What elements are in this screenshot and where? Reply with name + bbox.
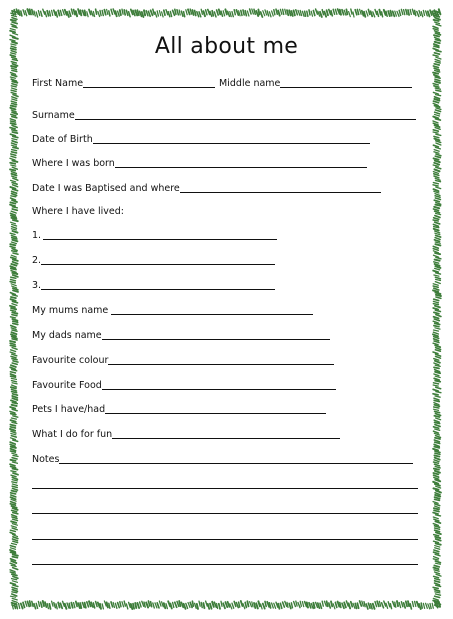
baptised-line[interactable]: [180, 192, 381, 193]
pets-line[interactable]: [105, 413, 326, 414]
notes-extra-line-3[interactable]: [32, 539, 418, 540]
middle-name-line[interactable]: [280, 87, 412, 88]
surname-row: [32, 110, 416, 121]
where-lived-label: Where I have lived:: [32, 206, 124, 217]
lived-line-3[interactable]: [41, 289, 275, 290]
pets-label: Pets I have/had: [32, 404, 106, 415]
baptised-label: Date I was Baptised and where: [32, 183, 180, 194]
notes-extra-line-1[interactable]: [32, 488, 418, 489]
date-of-birth-label: Date of Birth: [32, 134, 93, 145]
middle-name-label: Middle name: [219, 78, 281, 89]
surname-line[interactable]: [75, 119, 416, 120]
date-of-birth-line[interactable]: [93, 143, 370, 144]
fun-row: [32, 429, 340, 440]
notes-extra-line-2[interactable]: [32, 513, 418, 514]
first-name-row: [32, 78, 412, 89]
dads-name-line[interactable]: [102, 339, 330, 340]
pets-row: [32, 404, 326, 415]
favourite-colour-row: [32, 355, 334, 366]
baptised-row: [32, 183, 381, 194]
where-born-row: [32, 158, 367, 169]
favourite-food-label: Favourite Food: [32, 380, 102, 391]
lived-row-3: [32, 280, 275, 291]
fun-line[interactable]: [112, 438, 340, 439]
page-title: All about me: [154, 34, 299, 59]
mums-name-row: [32, 305, 313, 316]
dads-name-label: My dads name: [32, 330, 102, 341]
lived-row-1: [32, 230, 277, 241]
first-name-label: First Name: [32, 78, 84, 89]
lived-number-3: 3.: [32, 280, 42, 291]
favourite-food-line[interactable]: [102, 389, 336, 390]
mums-name-line[interactable]: [111, 314, 313, 315]
where-born-label: Where I was born: [32, 158, 115, 169]
lived-line-1[interactable]: [43, 239, 277, 240]
mums-name-label: My mums name: [32, 305, 109, 316]
lived-number-1: 1.: [32, 230, 42, 241]
notes-line[interactable]: [59, 463, 413, 464]
notes-label: Notes: [32, 454, 60, 465]
date-of-birth-row: [32, 134, 370, 145]
lived-line-2[interactable]: [41, 264, 275, 265]
dads-name-row: [32, 330, 330, 341]
favourite-colour-label: Favourite colour: [32, 355, 109, 366]
lived-number-2: 2.: [32, 255, 42, 266]
fun-label: What I do for fun: [32, 429, 113, 440]
notes-row: [32, 454, 413, 465]
first-name-line[interactable]: [83, 87, 215, 88]
favourite-food-row: [32, 380, 336, 391]
where-born-line[interactable]: [115, 167, 367, 168]
surname-label: Surname: [32, 110, 75, 121]
notes-extra-line-4[interactable]: [32, 564, 418, 565]
favourite-colour-line[interactable]: [108, 364, 334, 365]
lived-row-2: [32, 255, 275, 266]
where-lived-row: [32, 206, 124, 217]
